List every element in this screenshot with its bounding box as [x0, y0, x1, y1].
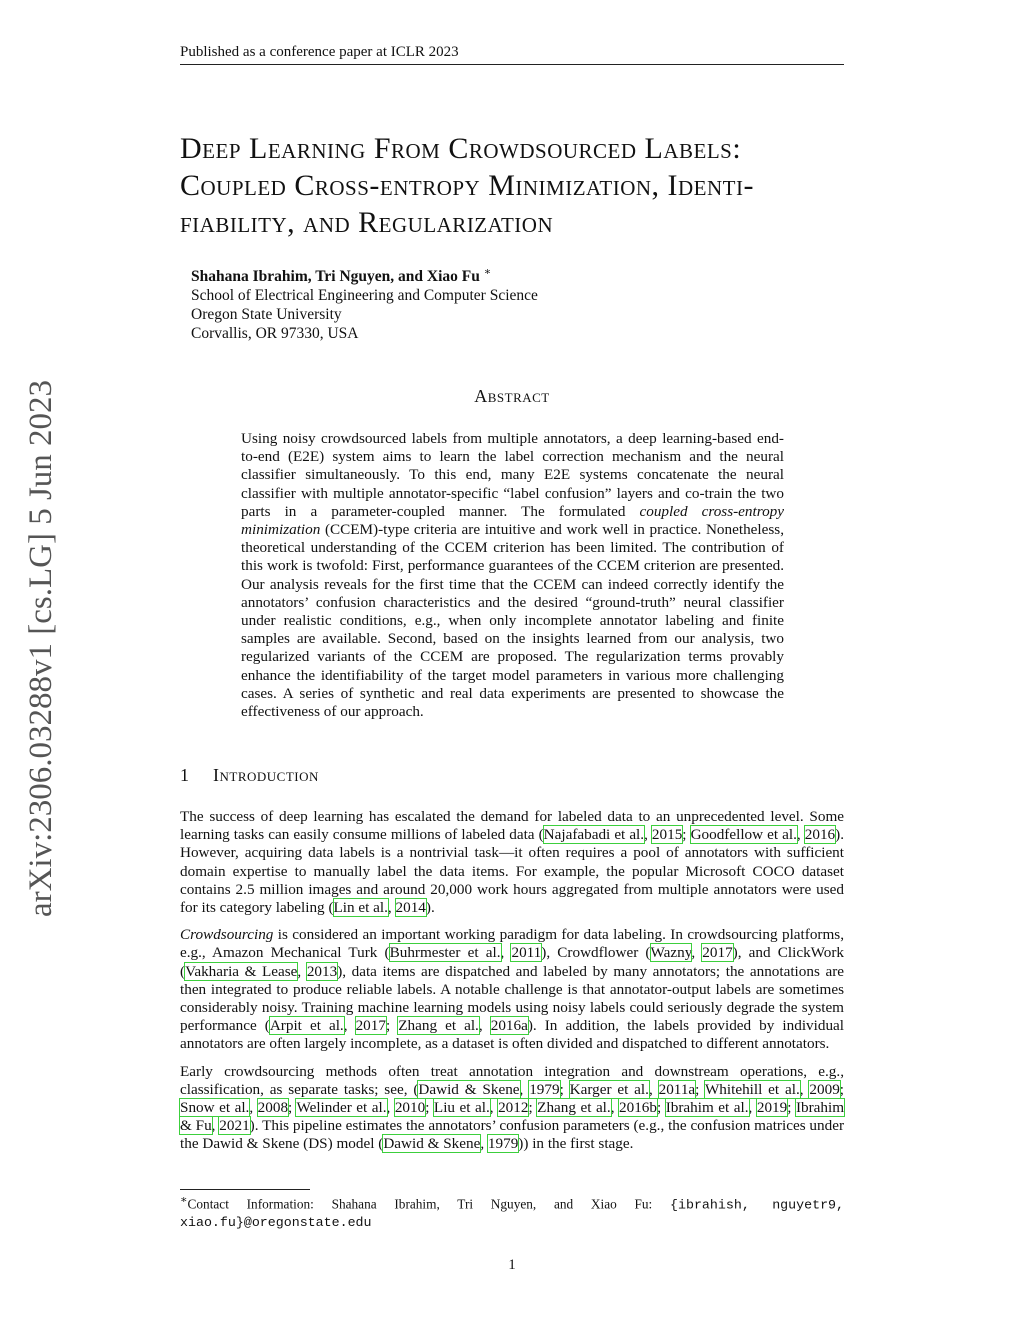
citation-link[interactable]: Buhrmester et al.: [389, 944, 501, 962]
italic-term: Crowdsourcing: [180, 926, 274, 944]
footnote-rule: [180, 1189, 310, 1190]
citation-link[interactable]: 2015: [651, 826, 683, 844]
text: ,: [249, 1099, 258, 1117]
citation-link[interactable]: Dawid & Skene: [383, 1135, 481, 1153]
affiliation-school: School of Electrical Engineering and Computer Science: [191, 287, 538, 305]
text: ,: [211, 1117, 220, 1135]
title-line-1: Deep Learning From Crowdsourced Labels:: [180, 132, 742, 165]
abstract-italic-term: coupled cross-entropy minimization: [241, 502, 785, 539]
title-line-2: Coupled Cross-entropy Minimization, Identi-: [180, 169, 754, 202]
citation-link[interactable]: 2017: [355, 1017, 386, 1035]
text: ;: [559, 1080, 570, 1098]
text: ), and ClickWork (: [180, 944, 845, 980]
text: is considered an important working paradigm for data labeling. In crowdsourcing platforms, e.g., Amazon Mechanical Turk (: [180, 926, 844, 962]
text: )) in the first stage.: [518, 1135, 634, 1153]
running-header: Published as a conference paper at ICLR 2023: [180, 44, 844, 65]
text: ,: [478, 1017, 491, 1035]
text: ). However, acquiring data labels is a nontrivial task—it often requires a pool of annotators with sufficient domain expertise to manually label the data items. For example, the popular Microsoft COCO dataset contains 2.5 million images and around 20,000 work hours aggregated from multiple annotators were used for its category labeling (: [180, 826, 844, 917]
citation-link[interactable]: Wazny: [650, 944, 692, 962]
section-title: Introduction: [213, 765, 319, 785]
citation-link[interactable]: Arpit et al.: [269, 1017, 344, 1035]
affiliation-university: Oregon State University: [191, 306, 342, 324]
citation-link[interactable]: 2021: [219, 1117, 250, 1135]
citation-link[interactable]: 2013: [306, 962, 338, 980]
citation-link[interactable]: Karger et al.: [569, 1080, 649, 1098]
citation-link[interactable]: 2016a: [490, 1017, 528, 1035]
citation-link[interactable]: 2011a: [658, 1080, 696, 1098]
paragraph-1: [180, 808, 844, 917]
section-heading-introduction: [180, 765, 680, 786]
text: ). This pipeline estimates the annotators’ confusion parameters (e.g., the confusion matrices under the Dawid & Skene (DS) model (: [180, 1117, 844, 1153]
text: ;: [839, 1080, 845, 1098]
citation-link[interactable]: 2008: [257, 1099, 289, 1117]
text: ,: [386, 1099, 395, 1117]
text: ,: [799, 1080, 810, 1098]
abstract-text-1: Using noisy crowdsourced labels from multiple annotators, a deep learning-based end-to-end (E2E) system aims to learn the label correction mechanism and the neural classifier simultaneously. To this end, many E2E systems concatenate the neural classifier with multiple annotator-specific “label confusion” layers and co-train the two parts in a parameter-coupled manner. The formulated: [241, 430, 784, 520]
text: ), Crowdflower (: [541, 944, 651, 962]
citation-link[interactable]: 2010: [394, 1099, 426, 1117]
arxiv-sidebar: [12, 368, 72, 928]
text: ;: [656, 1099, 666, 1117]
citation-link[interactable]: 2014: [395, 899, 426, 917]
text: ;: [528, 1099, 538, 1117]
text: Early crowdsourcing methods often treat annotation integration and downstream operations, e.g., classification, as separate tasks; see, (: [180, 1062, 844, 1098]
citation-link[interactable]: 2017: [702, 944, 733, 962]
citation-link[interactable]: Najafabadi et al.: [543, 826, 645, 844]
citation-link[interactable]: 2019: [756, 1099, 788, 1117]
citation-link[interactable]: Ibrahim & Fu: [180, 1099, 845, 1135]
text: ,: [610, 1099, 620, 1117]
paragraph-3: [180, 1063, 844, 1154]
text: ). In addition, the labels provided by individual annotators are often largely incomplete, as a dataset is often divided and dispatched to different annotators.: [180, 1017, 845, 1053]
citation-link[interactable]: Ibrahim et al.: [665, 1099, 749, 1117]
citation-link[interactable]: 2012: [498, 1099, 529, 1117]
footnote-text: Contact Information: Shahana Ibrahim, Tri Nguyen, and Xiao Fu:: [187, 1196, 670, 1212]
abstract-body: [241, 430, 784, 721]
citation-link[interactable]: Welinder et al.: [296, 1099, 387, 1117]
title-line-3: fiability, and Regularization: [180, 206, 554, 239]
citation-link[interactable]: Liu et al.: [433, 1099, 490, 1117]
text: ;: [425, 1099, 434, 1117]
text: ,: [480, 1135, 488, 1153]
citation-link[interactable]: Zhang et al.: [398, 1017, 479, 1035]
citation-link[interactable]: 2016b: [619, 1099, 657, 1117]
abstract-text-2: (CCEM)-type criteria are intuitive and work well in practice. Nonetheless, theoretical understanding of the CCEM criterion has been limited. The contribution of this work is twofold: First, performance guarantees of the CCEM criterion are presented. Our analysis reveals for the first time that the CCEM can indeed correctly identify the annotators’ confusion characteristics and the desired “ground-truth” neural classifier under realistic conditions, e.g., when only incomplete annotator labeling and finite samples are available. Second, based on the insights learned from our analysis, two regularized variants of the CCEM are proposed. The regularization terms provably enhance the identifiability of the target model parameters in various more challenging cases. A series of synthetic and real data experiments are presented to showcase the effectiveness of our approach.: [241, 521, 784, 721]
text: ,: [519, 1080, 530, 1098]
text: ,: [387, 899, 396, 917]
arxiv-id-stamp: arXiv:2306.03288v1 [cs.LG] 5 Jun 2023: [23, 379, 60, 917]
author-names-text: Shahana Ibrahim, Tri Nguyen, and Xiao Fu: [191, 268, 480, 286]
citation-link[interactable]: Vakharia & Lease: [185, 962, 298, 980]
text: ,: [644, 826, 652, 844]
page-number: 1: [508, 1257, 516, 1273]
text: ;: [695, 1080, 705, 1098]
citation-link[interactable]: 1979: [529, 1080, 560, 1098]
citation-link[interactable]: Dawid & Skene: [418, 1080, 520, 1098]
citation-link[interactable]: 1979: [487, 1135, 519, 1153]
citation-link[interactable]: Goodfellow et al.: [690, 826, 797, 844]
text: ,: [500, 944, 512, 962]
affiliation-address: Corvallis, OR 97330, USA: [191, 325, 359, 343]
citation-link[interactable]: 2016: [804, 826, 836, 844]
text: The success of deep learning has escalated the demand for labeled data to an unprecedented level. Some learning tasks can easily consume millions of labeled data (: [180, 808, 844, 844]
text: ,: [297, 962, 307, 980]
citation-link[interactable]: Zhang et al.: [537, 1099, 611, 1117]
author-names: [191, 263, 751, 286]
text: ), data items are dispatched and labeled by many annotators; the annotations are then integrated to produce reliable labels. A notable challenge is that annotator-output labels are sometimes considerably noisy. Training machine learning models using noisy labels could seriously degrade the system performance (: [180, 962, 844, 1035]
text: ;: [385, 1017, 399, 1035]
text: ;: [288, 1099, 297, 1117]
abstract-heading: Abstract: [474, 386, 550, 406]
citation-link[interactable]: 2011: [511, 944, 542, 962]
text: ,: [343, 1017, 356, 1035]
paragraph-2: [180, 926, 844, 1053]
author-block: [191, 263, 751, 343]
text: ;: [682, 826, 691, 844]
section-number: 1: [180, 765, 190, 785]
footnote-emails: {ibrahish, nguyetr9, xiao.fu}@oregonstate.edu: [180, 1197, 845, 1231]
author-footnote-mark[interactable]: ∗: [483, 266, 492, 278]
citation-link[interactable]: Snow et al.: [180, 1099, 250, 1117]
text: ;: [787, 1099, 796, 1117]
citation-link[interactable]: Whitehill et al.: [704, 1080, 800, 1098]
text: ,: [648, 1080, 659, 1098]
paper-title: [180, 130, 870, 241]
footnote: [180, 1192, 844, 1231]
text: ,: [489, 1099, 499, 1117]
text: ).: [425, 899, 435, 917]
citation-link[interactable]: 2009: [809, 1080, 840, 1098]
text: ,: [691, 944, 703, 962]
text: ,: [748, 1099, 757, 1117]
text: ,: [796, 826, 805, 844]
introduction-body: [180, 808, 844, 1163]
citation-link[interactable]: Lin et al.: [333, 899, 388, 917]
footnote-mark: ∗: [180, 1194, 188, 1206]
